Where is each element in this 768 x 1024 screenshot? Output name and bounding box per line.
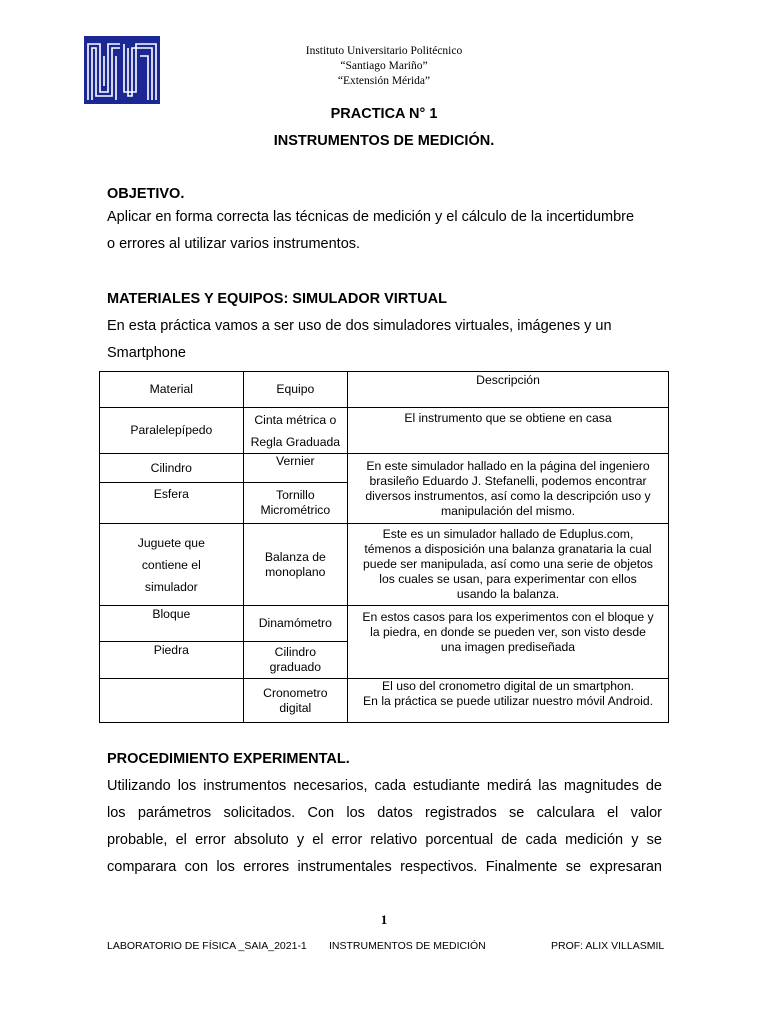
equipo-line: Regla Graduada xyxy=(250,434,341,449)
cell-material: Paralelepípedo xyxy=(100,408,244,454)
desc-line: puede ser manipulada, así como una serie de objetos xyxy=(363,557,653,571)
objective-heading: OBJETIVO. xyxy=(107,186,185,202)
footer-subject: INSTRUMENTOS DE MEDICIÓN xyxy=(329,940,486,952)
desc-line: En la práctica se puede utilizar nuestro móvil Android. xyxy=(363,694,653,708)
procedure-heading: PROCEDIMIENTO EXPERIMENTAL. xyxy=(107,751,350,767)
cell-material: Piedra xyxy=(100,642,244,679)
institution-name: Instituto Universitario Politécnico xyxy=(305,45,463,57)
desc-line: El uso del cronometro digital de un smartphon. xyxy=(381,679,635,693)
desc-line: diversos instrumentos, así como la descripción uso y xyxy=(365,488,651,503)
material-line: Juguete que xyxy=(137,535,205,550)
cell-description xyxy=(348,606,669,679)
materials-heading: MATERIALES Y EQUIPOS: SIMULADOR VIRTUAL xyxy=(107,291,447,307)
equipo-line: Cinta métrica o xyxy=(254,412,337,427)
procedure-line: probable, el error absoluto y el error relativo porcentual de cada medición y se xyxy=(107,832,662,848)
desc-line: una imagen prediseñada xyxy=(440,640,576,654)
desc-line: Este es un simulador hallado de Eduplus.com, xyxy=(382,527,634,541)
practice-title: PRACTICA N° 1 xyxy=(330,106,438,122)
objective-text xyxy=(107,204,662,258)
header-descripcion: Descripción xyxy=(348,372,669,408)
cell-material xyxy=(100,524,244,606)
equipo-line: monoplano xyxy=(265,564,326,579)
cell-material: Esfera xyxy=(100,483,244,524)
table-row xyxy=(100,454,669,483)
desc-line: En estos casos para los experimentos con el bloque y xyxy=(362,610,654,624)
materials-line: Smartphone xyxy=(107,345,186,361)
materials-text xyxy=(107,313,662,367)
cell-equipo: Vernier xyxy=(243,454,347,483)
cell-equipo xyxy=(243,408,347,454)
cell-material: Cilindro xyxy=(100,454,244,483)
equipo-line: Cronometro xyxy=(263,685,328,700)
practice-subject: INSTRUMENTOS DE MEDICIÓN. xyxy=(273,133,495,149)
equipo-line: Cilindro xyxy=(274,645,316,659)
desc-line: usando la balanza. xyxy=(456,587,560,601)
cell-material xyxy=(100,679,244,723)
equipo-line: Tornillo xyxy=(276,488,315,502)
materials-table xyxy=(99,371,669,723)
procedure-line: Utilizando los instrumentos necesarios, cada estudiante medirá las magnitudes de xyxy=(107,778,662,794)
cell-description xyxy=(348,524,669,606)
institution-campus: “Santiago Mariño” xyxy=(340,60,428,72)
objective-line: o errores al utilizar varios instrumentos. xyxy=(107,236,361,252)
cell-description: El instrumento que se obtiene en casa xyxy=(348,408,669,454)
desc-line: En este simulador hallado en la página del ingeniero xyxy=(366,458,650,473)
desc-line: manipulación del mismo. xyxy=(440,503,576,518)
table-header-row xyxy=(100,372,669,408)
cell-equipo: Dinamómetro xyxy=(243,606,347,642)
materials-line: En esta práctica vamos a ser uso de dos simuladores virtuales, imágenes y un xyxy=(107,318,612,334)
header-material: Material xyxy=(100,372,244,408)
equipo-line: graduado xyxy=(269,660,322,674)
equipo-line: digital xyxy=(279,700,312,715)
desc-line: brasileño Eduardo J. Stefanelli, podemos encontrar xyxy=(369,473,647,488)
desc-line: témenos a disposición una balanza granataria la cual xyxy=(364,542,652,556)
cell-description xyxy=(348,679,669,723)
equipo-line: Balanza de xyxy=(264,549,326,564)
procedure-text xyxy=(107,773,662,881)
cell-equipo xyxy=(243,679,347,723)
footer-professor: PROF: ALIX VILLASMIL xyxy=(551,940,665,952)
cell-equipo xyxy=(243,642,347,679)
cell-material: Bloque xyxy=(100,606,244,642)
material-line: simulador xyxy=(144,579,198,594)
desc-line: la piedra, en donde se pueden ver, son visto desde xyxy=(370,625,646,639)
procedure-line: comparara con los errores instrumentales respectivos. Finalmente se expresaran xyxy=(107,859,662,875)
material-line: contiene el xyxy=(141,557,201,572)
table-row xyxy=(100,408,669,454)
institution-logo xyxy=(84,36,160,104)
equipo-line: Micrométrico xyxy=(260,503,331,517)
table-row xyxy=(100,524,669,606)
table-row xyxy=(100,679,669,723)
cell-equipo xyxy=(243,524,347,606)
cell-equipo xyxy=(243,483,347,524)
objective-line: Aplicar en forma correcta las técnicas de medición y el cálculo de la incertidumbre xyxy=(107,209,635,225)
page-number: 1 xyxy=(380,912,388,927)
institution-extension: “Extensión Mérida” xyxy=(337,75,431,87)
table-row xyxy=(100,606,669,642)
procedure-line: los parámetros solicitados. Con los datos registrados se calculara el valor xyxy=(107,805,662,821)
header-equipo: Equipo xyxy=(243,372,347,408)
cell-description xyxy=(348,454,669,524)
footer-course: LABORATORIO DE FÍSICA _SAIA_2021-1 xyxy=(107,940,307,952)
desc-line: los cuales se usan, para experimentar con ellos xyxy=(379,572,637,586)
